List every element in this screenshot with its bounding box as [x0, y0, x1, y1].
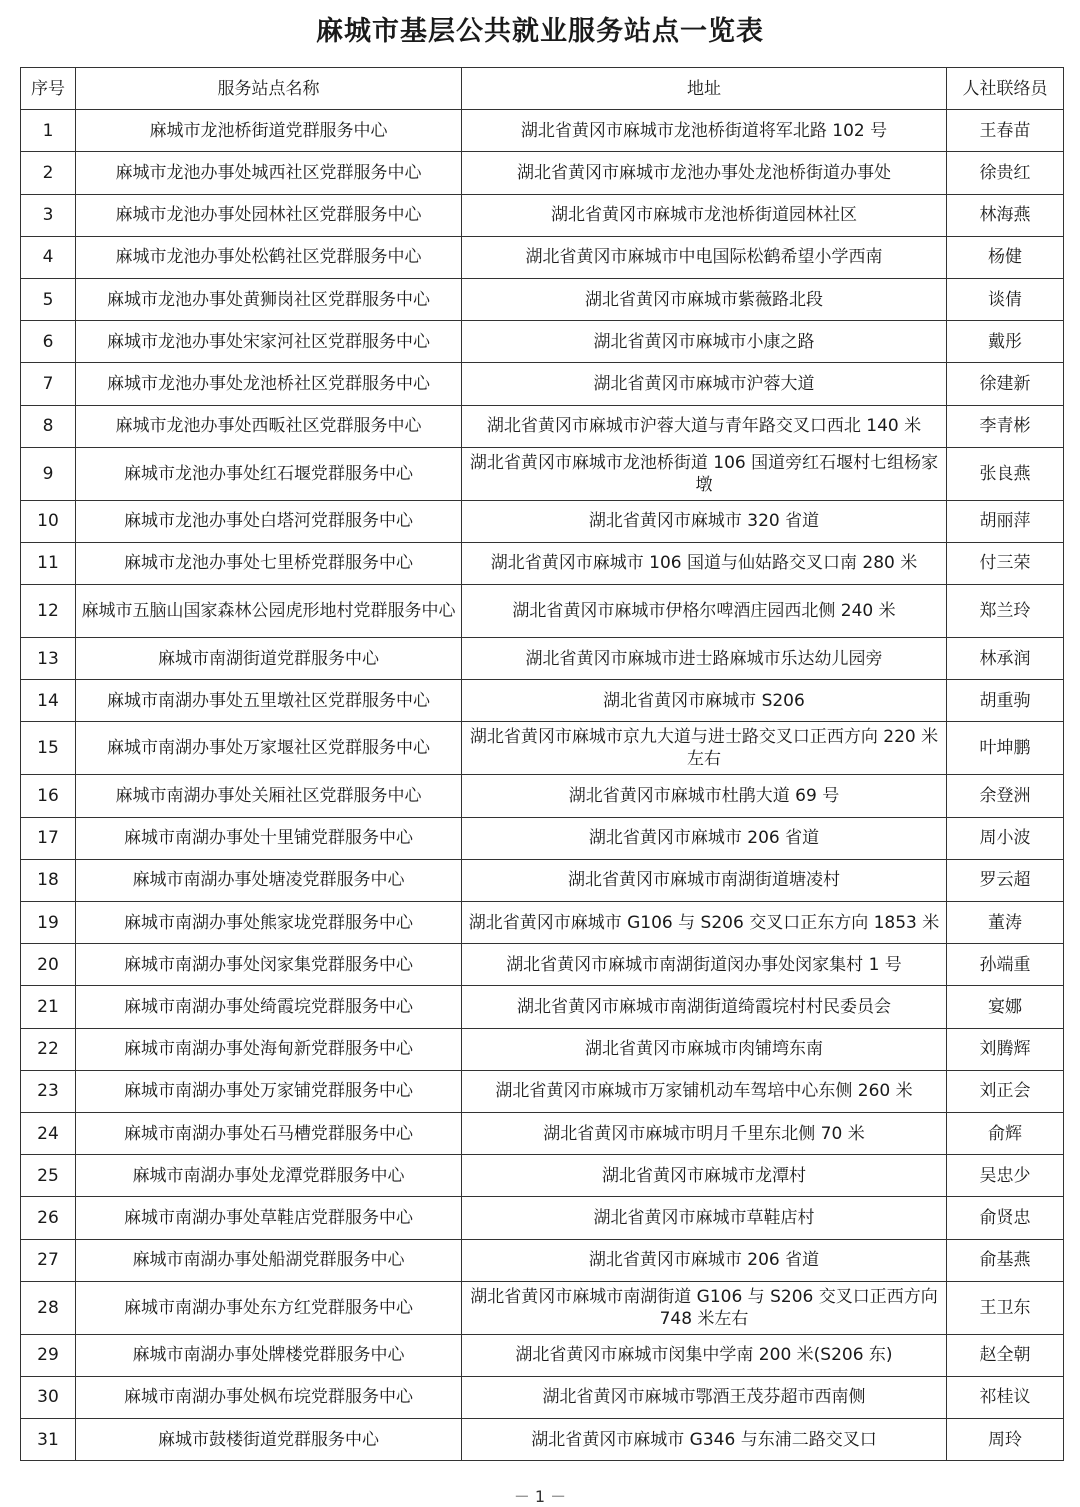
cell-no: 9: [21, 447, 76, 500]
cell-contact: 郑兰玲: [947, 585, 1064, 638]
cell-address: 湖北省黄冈市麻城市紫薇路北段: [462, 278, 947, 320]
cell-address: 湖北省黄冈市麻城市京九大道与进士路交叉口正西方向 220 米左右: [462, 722, 947, 775]
cell-contact: 徐贵红: [947, 152, 1064, 194]
cell-address: 湖北省黄冈市麻城市进士路麻城市乐达幼儿园旁: [462, 638, 947, 680]
cell-name: 麻城市南湖办事处塘凌党群服务中心: [76, 859, 462, 901]
cell-name: 麻城市龙池桥街道党群服务中心: [76, 110, 462, 152]
cell-contact: 张良燕: [947, 447, 1064, 500]
cell-address: 湖北省黄冈市麻城市小康之路: [462, 321, 947, 363]
table-row: [21, 447, 1064, 500]
table-row: [21, 775, 1064, 817]
cell-address: 湖北省黄冈市麻城市中电国际松鹤希望小学西南: [462, 236, 947, 278]
cell-address: 湖北省黄冈市麻城市龙池桥街道园林社区: [462, 194, 947, 236]
cell-no: 19: [21, 902, 76, 944]
cell-contact: 李青彬: [947, 405, 1064, 447]
cell-address: 湖北省黄冈市麻城市南湖街道闵办事处闵家集村 1 号: [462, 944, 947, 986]
table-row: [21, 859, 1064, 901]
cell-name: 麻城市龙池办事处白塔河党群服务中心: [76, 500, 462, 542]
table-row: [21, 1239, 1064, 1281]
cell-name: 麻城市南湖办事处牌楼党群服务中心: [76, 1334, 462, 1376]
cell-name: 麻城市龙池办事处西畈社区党群服务中心: [76, 405, 462, 447]
table-row: [21, 321, 1064, 363]
table-row: [21, 500, 1064, 542]
cell-no: 18: [21, 859, 76, 901]
cell-name: 麻城市鼓楼街道党群服务中心: [76, 1419, 462, 1461]
cell-name: 麻城市龙池办事处宋家河社区党群服务中心: [76, 321, 462, 363]
table-row: [21, 1376, 1064, 1418]
cell-address: 湖北省黄冈市麻城市 320 省道: [462, 500, 947, 542]
cell-address: 湖北省黄冈市麻城市南湖街道塘凌村: [462, 859, 947, 901]
cell-contact: 王春苗: [947, 110, 1064, 152]
cell-no: 11: [21, 542, 76, 584]
cell-no: 3: [21, 194, 76, 236]
cell-address: 湖北省黄冈市麻城市 G106 与 S206 交叉口正东方向 1853 米: [462, 902, 947, 944]
cell-contact: 胡重驹: [947, 680, 1064, 722]
cell-no: 29: [21, 1334, 76, 1376]
cell-name: 麻城市南湖办事处龙潭党群服务中心: [76, 1155, 462, 1197]
cell-address: 湖北省黄冈市麻城市 G346 与东浦二路交叉口: [462, 1419, 947, 1461]
header-contact: 人社联络员: [947, 68, 1064, 110]
table-row: [21, 110, 1064, 152]
cell-no: 30: [21, 1376, 76, 1418]
cell-address: 湖北省黄冈市麻城市明月千里东北侧 70 米: [462, 1112, 947, 1154]
cell-name: 麻城市龙池办事处黄狮岗社区党群服务中心: [76, 278, 462, 320]
cell-no: 7: [21, 363, 76, 405]
cell-contact: 胡丽萍: [947, 500, 1064, 542]
cell-contact: 王卫东: [947, 1281, 1064, 1334]
stations-table: [20, 67, 1064, 1461]
cell-no: 20: [21, 944, 76, 986]
cell-contact: 杨健: [947, 236, 1064, 278]
cell-name: 麻城市龙池办事处城西社区党群服务中心: [76, 152, 462, 194]
table-row: [21, 944, 1064, 986]
cell-address: 湖北省黄冈市麻城市 206 省道: [462, 817, 947, 859]
cell-contact: 祁桂议: [947, 1376, 1064, 1418]
cell-name: 麻城市南湖办事处熊家垅党群服务中心: [76, 902, 462, 944]
cell-address: 湖北省黄冈市麻城市杜鹃大道 69 号: [462, 775, 947, 817]
cell-name: 麻城市南湖办事处东方红党群服务中心: [76, 1281, 462, 1334]
cell-no: 31: [21, 1419, 76, 1461]
table-row: [21, 1281, 1064, 1334]
cell-no: 24: [21, 1112, 76, 1154]
header-no: 序号: [21, 68, 76, 110]
table-row: [21, 278, 1064, 320]
cell-contact: 付三荣: [947, 542, 1064, 584]
table-row: [21, 152, 1064, 194]
table-row: [21, 236, 1064, 278]
cell-no: 12: [21, 585, 76, 638]
cell-contact: 林承润: [947, 638, 1064, 680]
cell-no: 17: [21, 817, 76, 859]
table-header-row: [21, 68, 1064, 110]
cell-name: 麻城市南湖办事处枫布垸党群服务中心: [76, 1376, 462, 1418]
cell-name: 麻城市五脑山国家森林公园虎形地村党群服务中心: [76, 585, 462, 638]
cell-name: 麻城市南湖办事处闵家集党群服务中心: [76, 944, 462, 986]
cell-name: 麻城市南湖办事处关厢社区党群服务中心: [76, 775, 462, 817]
cell-address: 湖北省黄冈市麻城市沪蓉大道与青年路交叉口西北 140 米: [462, 405, 947, 447]
cell-contact: 余登洲: [947, 775, 1064, 817]
cell-no: 13: [21, 638, 76, 680]
cell-contact: 周小波: [947, 817, 1064, 859]
cell-address: 湖北省黄冈市麻城市龙潭村: [462, 1155, 947, 1197]
table-row: [21, 680, 1064, 722]
table-row: [21, 542, 1064, 584]
cell-name: 麻城市南湖办事处石马槽党群服务中心: [76, 1112, 462, 1154]
cell-no: 25: [21, 1155, 76, 1197]
cell-name: 麻城市南湖办事处海甸新党群服务中心: [76, 1028, 462, 1070]
cell-contact: 吴忠少: [947, 1155, 1064, 1197]
cell-address: 湖北省黄冈市麻城市沪蓉大道: [462, 363, 947, 405]
cell-name: 麻城市南湖办事处万家堰社区党群服务中心: [76, 722, 462, 775]
cell-name: 麻城市龙池办事处七里桥党群服务中心: [76, 542, 462, 584]
table-row: [21, 1197, 1064, 1239]
table-row: [21, 1334, 1064, 1376]
cell-name: 麻城市龙池办事处园林社区党群服务中心: [76, 194, 462, 236]
cell-address: 湖北省黄冈市麻城市 206 省道: [462, 1239, 947, 1281]
cell-no: 2: [21, 152, 76, 194]
table-row: [21, 986, 1064, 1028]
cell-name: 麻城市南湖办事处草鞋店党群服务中心: [76, 1197, 462, 1239]
cell-contact: 董涛: [947, 902, 1064, 944]
cell-name: 麻城市龙池办事处龙池桥社区党群服务中心: [76, 363, 462, 405]
cell-contact: 谈倩: [947, 278, 1064, 320]
cell-address: 湖北省黄冈市麻城市肉铺塆东南: [462, 1028, 947, 1070]
cell-no: 8: [21, 405, 76, 447]
cell-contact: 孙端重: [947, 944, 1064, 986]
cell-no: 15: [21, 722, 76, 775]
cell-address: 湖北省黄冈市麻城市 106 国道与仙姑路交叉口南 280 米: [462, 542, 947, 584]
table-row: [21, 638, 1064, 680]
cell-contact: 宴娜: [947, 986, 1064, 1028]
page-title: 麻城市基层公共就业服务站点一览表: [316, 16, 764, 47]
cell-no: 27: [21, 1239, 76, 1281]
cell-no: 28: [21, 1281, 76, 1334]
table-row: [21, 1419, 1064, 1461]
table-row: [21, 585, 1064, 638]
cell-name: 麻城市龙池办事处松鹤社区党群服务中心: [76, 236, 462, 278]
cell-contact: 叶坤鹏: [947, 722, 1064, 775]
cell-contact: 俞基燕: [947, 1239, 1064, 1281]
cell-address: 湖北省黄冈市麻城市龙池桥街道将军北路 102 号: [462, 110, 947, 152]
cell-address: 湖北省黄冈市麻城市龙池桥街道 106 国道旁红石堰村七组杨家墩: [462, 447, 947, 500]
cell-no: 16: [21, 775, 76, 817]
cell-no: 5: [21, 278, 76, 320]
cell-contact: 林海燕: [947, 194, 1064, 236]
cell-no: 10: [21, 500, 76, 542]
cell-contact: 徐建新: [947, 363, 1064, 405]
cell-no: 23: [21, 1070, 76, 1112]
table-row: [21, 1155, 1064, 1197]
header-name: 服务站点名称: [76, 68, 462, 110]
cell-address: 湖北省黄冈市麻城市伊格尔啤酒庄园西北侧 240 米: [462, 585, 947, 638]
cell-address: 湖北省黄冈市麻城市龙池办事处龙池桥街道办事处: [462, 152, 947, 194]
cell-name: 麻城市南湖办事处绮霞垸党群服务中心: [76, 986, 462, 1028]
header-address: 地址: [462, 68, 947, 110]
table-row: [21, 405, 1064, 447]
cell-name: 麻城市南湖办事处万家铺党群服务中心: [76, 1070, 462, 1112]
cell-address: 湖北省黄冈市麻城市万家铺机动车驾培中心东侧 260 米: [462, 1070, 947, 1112]
cell-name: 麻城市龙池办事处红石堰党群服务中心: [76, 447, 462, 500]
table-row: [21, 1028, 1064, 1070]
cell-contact: 俞贤忠: [947, 1197, 1064, 1239]
cell-address: 湖北省黄冈市麻城市鄂酒王茂芬超市西南侧: [462, 1376, 947, 1418]
cell-address: 湖北省黄冈市麻城市闵集中学南 200 米(S206 东): [462, 1334, 947, 1376]
cell-contact: 刘腾辉: [947, 1028, 1064, 1070]
cell-no: 14: [21, 680, 76, 722]
cell-address: 湖北省黄冈市麻城市草鞋店村: [462, 1197, 947, 1239]
cell-contact: 罗云超: [947, 859, 1064, 901]
cell-no: 1: [21, 110, 76, 152]
cell-no: 6: [21, 321, 76, 363]
table-row: [21, 817, 1064, 859]
table-row: [21, 902, 1064, 944]
cell-name: 麻城市南湖办事处十里铺党群服务中心: [76, 817, 462, 859]
cell-contact: 刘正会: [947, 1070, 1064, 1112]
table-row: [21, 1112, 1064, 1154]
cell-no: 4: [21, 236, 76, 278]
cell-contact: 赵全朝: [947, 1334, 1064, 1376]
cell-address: 湖北省黄冈市麻城市 S206: [462, 680, 947, 722]
cell-no: 21: [21, 986, 76, 1028]
table-row: [21, 1070, 1064, 1112]
page-number: － 1 －: [513, 1487, 567, 1506]
table-row: [21, 194, 1064, 236]
table-row: [21, 722, 1064, 775]
cell-address: 湖北省黄冈市麻城市南湖街道 G106 与 S206 交叉口正西方向 748 米左右: [462, 1281, 947, 1334]
cell-contact: 周玲: [947, 1419, 1064, 1461]
cell-contact: 俞辉: [947, 1112, 1064, 1154]
cell-name: 麻城市南湖办事处五里墩社区党群服务中心: [76, 680, 462, 722]
cell-name: 麻城市南湖办事处船湖党群服务中心: [76, 1239, 462, 1281]
cell-address: 湖北省黄冈市麻城市南湖街道绮霞垸村村民委员会: [462, 986, 947, 1028]
cell-no: 26: [21, 1197, 76, 1239]
cell-contact: 戴彤: [947, 321, 1064, 363]
cell-no: 22: [21, 1028, 76, 1070]
table-row: [21, 363, 1064, 405]
cell-name: 麻城市南湖街道党群服务中心: [76, 638, 462, 680]
